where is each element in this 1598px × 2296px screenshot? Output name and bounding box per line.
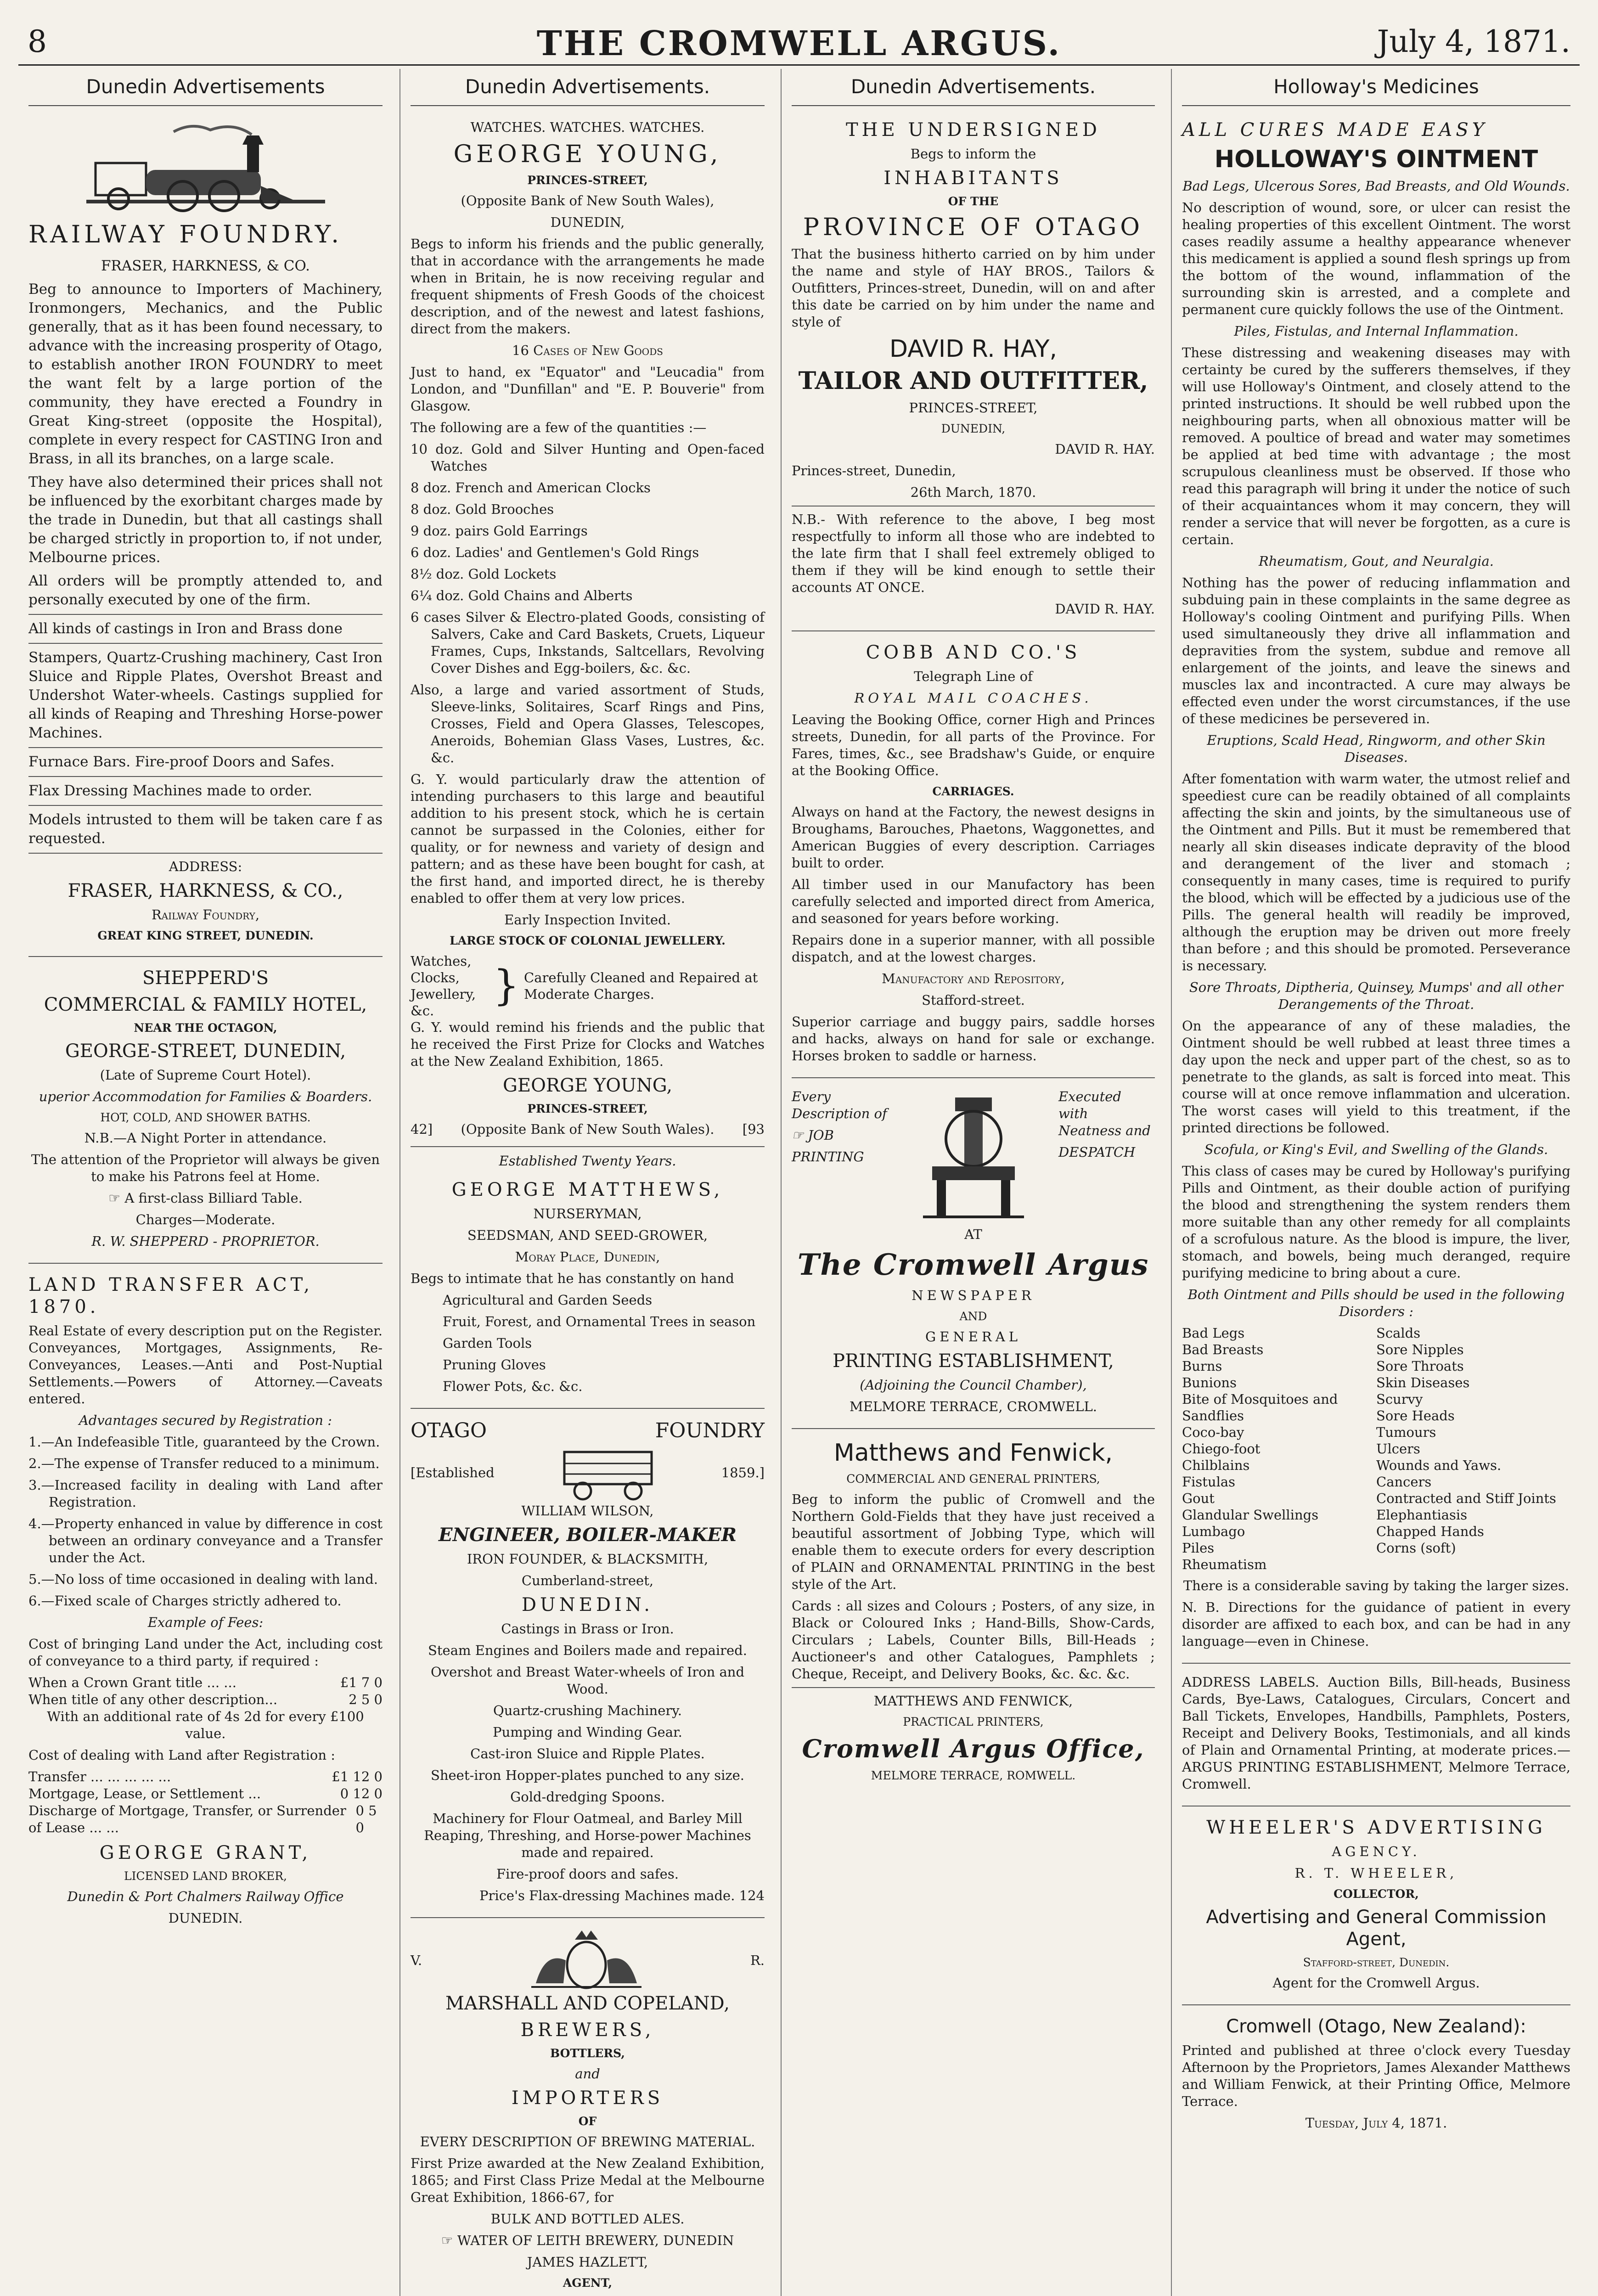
george-matthews-ad (411, 1174, 765, 1409)
new-goods-heading: 16 Cases of New Goods (512, 343, 663, 358)
stock-item: 8 doz. French and American Clocks (411, 480, 651, 495)
every-description: Every Description of (792, 1089, 887, 1121)
broker-office: Dunedin & Port Chalmers Railway Office (67, 1889, 344, 1904)
foundry-paragraph-7: Flax Dressing Machines made to order. (28, 782, 313, 799)
foundry-item: Overshot and Breast Water-wheels of Iron and Wood. (430, 1664, 745, 1697)
disorder-item: Wounds and Yaws. (1376, 1458, 1502, 1473)
george-young-ad (411, 114, 765, 1147)
disorder-item: Ulcers (1376, 1441, 1420, 1457)
brewer-name: MARSHALL AND COPELAND, (445, 1993, 730, 2014)
foundry-owner: WILLIAM WILSON, (521, 1503, 654, 1519)
hotel-proprietor: R. W. SHEPPERD - PROPRIETOR. (91, 1233, 320, 1249)
printing-press-icon (905, 1088, 1042, 1226)
holloway-ad (1182, 114, 1570, 1664)
stock-item: 8 doz. Gold Brooches (411, 501, 554, 517)
stock-item: 9 doz. pairs Gold Earrings (411, 523, 588, 539)
printers-paragraph-1: Beg to inform the public of Cromwell and the Northern Gold-Fields that they have just received a beautiful assortment of Jobbing Type, which will enable them to execute orders for every description of PLAIN and ORNAMENTAL PRINTING in the best style of the Art. (792, 1491, 1155, 1592)
disorders-right (1376, 1325, 1570, 1573)
fees-intro: Cost of bringing Land under the Act, including cost of conveyance to a third party, if required : (28, 1636, 383, 1669)
hotel-owner: SHEPPERD'S (142, 968, 269, 989)
cobb-paragraph-2: Always on hand at the Factory, the newest designs in Broughams, Barouches, Phaetons, Waggonettes, and American Buggies of every description. Carriages built to order. (792, 804, 1155, 871)
cobb-co-ad (792, 637, 1155, 1078)
holloway-paragraph-3: Nothing has the power of reducing inflammation and subduing pain in these complaints in the same degree as Holloway's cooling Ointment and purifying Pills. When used simultaneously they drive all inflammation and depravities from the system, subdue and remove all enlargement of the joints, and leave the sinews and muscles lax and incontracted. A cure may always be effected even under the worst circumstances, if the use of these medicines be persevered in. (1182, 575, 1570, 726)
wheeler-agent-line: Advertising and General Commission Agent, (1206, 1907, 1547, 1950)
printers-address: MELMORE TERRACE, ROMWELL. (871, 1769, 1076, 1782)
argus-l4: PRINTING ESTABLISHMENT, (833, 1351, 1114, 1372)
foundry-paragraph-3: All orders will be promptly attended to, and personally executed by one of the firm. (28, 573, 383, 608)
jeweller-signature: GEORGE YOUNG, (502, 1075, 673, 1096)
disorder-item: Chiego-foot (1182, 1441, 1260, 1457)
nurseryman-name: GEORGE MATTHEWS, (451, 1179, 724, 1200)
royal-crest-icon (518, 1928, 655, 1992)
wheeler-name: R. T. WHEELER, (1294, 1865, 1458, 1881)
cobb-paragraph-5: Superior carriage and buggy pairs, saddle horses and hacks, always on hand for sale or exchange. Horses broken to saddle or harness. (792, 1014, 1155, 1064)
brewer-l1: BREWERS, (520, 2020, 655, 2041)
argus-l5: (Adjoining the Council Chamber), (860, 1377, 1087, 1393)
hotel-billiard: A first-class Billiard Table. (124, 1190, 303, 1206)
brewer-prize: First Prize awarded at the New Zealand Exhibition, 1865; and First Class Prize Medal at the Melbourne Great Exhibition, 1866-67, for (411, 2155, 765, 2205)
fees-intro-2: Cost of dealing with Land after Registration : (28, 1747, 335, 1763)
otago-foundry-ad (411, 1414, 765, 1918)
tailor-trade: TAILOR AND OUTFITTER, (798, 367, 1148, 395)
hay-undersigned: THE UNDERSIGNED (846, 119, 1101, 141)
holloway-subhead-4: Eruptions, Scald Head, Ringworm, and other Skin Diseases. (1207, 732, 1546, 765)
disorder-item: Piles (1182, 1540, 1215, 1556)
disorder-item: Scalds (1376, 1325, 1421, 1341)
foundry-paragraph-6: Furnace Bars. Fire-proof Doors and Safes. (28, 754, 335, 770)
cobb-paragraph-3: All timber used in our Manufactory has been carefully selected and imported direct from America, and seasoned for years before working. (792, 877, 1155, 926)
early-inspection: Early Inspection Invited. (504, 912, 671, 928)
advantages-heading: Advantages secured by Registration : (79, 1412, 332, 1428)
jeweller-paragraph-1: Begs to inform his friends and the public generally, that in accordance with the arrangements he made when in Britain, he is now receiving regular and frequent shipments of Fresh Goods of the choicest description, and of the newest and latest fashions, direct from the makers. (411, 236, 765, 337)
nurseryman-role-1: NURSERYMAN, (533, 1206, 642, 1221)
tailor-city: DUNEDIN, (941, 422, 1006, 435)
hotel-porter: N.B.—A Night Porter in attendance. (84, 1130, 327, 1146)
stock-item: Also, a large and varied assortment of Studs, Sleeve-links, Solitaires, Scarf Rings and Pins, Crosses, Field and Opera Glasses, Telescopes, Aneroids, Bohemian Glass Vases, Lustres, &c. &c. (411, 682, 765, 765)
advantage-4: 4.—Property enhanced in value by difference in cost between an ordinary conveyance and a Transfer under the Act. (28, 1516, 383, 1565)
executed-with: Executed with Neatness and (1058, 1089, 1151, 1138)
column-4 (1171, 69, 1581, 2296)
disorders-list (1182, 1325, 1570, 1573)
fees-heading: Example of Fees: (147, 1615, 264, 1630)
pointing-hand-icon: ☞ (792, 1127, 808, 1143)
brewer-agent-role: AGENT, (563, 2276, 613, 2290)
foundry-street: Cumberland-street, (521, 1573, 654, 1588)
land-title: LAND TRANSFER ACT, 1870. (28, 1274, 314, 1317)
hotel-baths: HOT, COLD, AND SHOWER BATHS. (100, 1111, 311, 1124)
disorder-item: Tumours (1376, 1424, 1436, 1440)
colonial-jewellery: LARGE STOCK OF COLONIAL JEWELLERY. (450, 934, 726, 947)
jeweller-street: PRINCES-STREET, (527, 174, 648, 187)
disorder-item: Cancers (1376, 1474, 1432, 1490)
address-line-3: GREAT KING STREET, DUNEDIN. (97, 929, 314, 942)
hotel-street: GEORGE-STREET, DUNEDIN, (65, 1041, 346, 1062)
advantage-6: 6.—Fixed scale of Charges strictly adhered to. (28, 1593, 342, 1609)
printing-word: PRINTING (792, 1149, 864, 1165)
nurseryman-address: Moray Place, Dunedin, (515, 1249, 660, 1265)
argus-l1: NEWSPAPER (912, 1288, 1035, 1303)
wheeler-role: COLLECTOR, (1334, 1887, 1419, 1901)
tailor-signature: DAVID R. HAY. (1055, 441, 1155, 457)
advantage-5: 5.—No loss of time occasioned in dealing with land. (28, 1571, 378, 1587)
marshall-copeland-ad (411, 1924, 765, 2296)
brewer-l2: BOTTLERS, (550, 2047, 625, 2060)
disorder-item: Coco-bay (1182, 1424, 1244, 1440)
imprint-date: Tuesday, July 4, 1871. (1305, 2115, 1447, 2131)
disorder-item: Fistulas (1182, 1474, 1236, 1490)
printers-signature-2: PRACTICAL PRINTERS, (903, 1715, 1044, 1728)
disorders-left (1182, 1325, 1376, 1573)
column-2 (400, 69, 775, 2296)
column-1 (18, 69, 393, 2296)
column-heading: Dunedin Advertisements. (792, 69, 1155, 106)
address-line-1: FRASER, HARKNESS, & CO., (68, 880, 343, 901)
stock-item: 8½ doz. Gold Lockets (411, 566, 557, 582)
argus-office: Cromwell Argus Office, (802, 1734, 1145, 1763)
jeweller-sig-line: 42] (Opposite Bank of New South Wales). [93 (411, 1121, 765, 1137)
foundry-paragraph-8: Models intrusted to them will be taken care f as requested. (28, 811, 383, 847)
foundry-trade: ENGINEER, BOILER-MAKER (439, 1524, 737, 1546)
brewer-l4: IMPORTERS (511, 2088, 664, 2109)
disorder-item: Skin Diseases (1376, 1375, 1470, 1390)
cobb-paragraph-1: Leaving the Booking Office, corner High and Princes streets, Dunedin, for all parts of the Province. For Fares, times, &c., see Bradshaw's Guide, or enquire at the Booking Office. (792, 712, 1155, 778)
holloway-saving: There is a considerable saving by taking the larger sizes. (1183, 1578, 1570, 1593)
wheeler-agency-ad (1182, 1812, 1570, 2005)
disorder-item: Scurvy (1376, 1391, 1423, 1407)
disorder-item: Burns (1182, 1358, 1222, 1374)
quantities-heading: The following are a few of the quantities :— (411, 420, 707, 435)
address-labels-ad (1182, 1669, 1570, 1806)
foundry-item: Fire-proof doors and safes. (496, 1866, 679, 1882)
argus-l3: GENERAL (925, 1329, 1021, 1345)
holloway-subhead-1: Bad Legs, Ulcerous Sores, Bad Breasts, and Old Wounds. (1182, 178, 1570, 194)
nursery-item: Agricultural and Garden Seeds (443, 1292, 653, 1308)
foundry-item: Cast-iron Sluice and Ripple Plates. (470, 1746, 705, 1761)
jeweller-opposite: (Opposite Bank of New South Wales), (461, 193, 715, 208)
disorder-item: Chilblains (1182, 1458, 1250, 1473)
fee-row: Mortgage, Lease, or Settlement ... 0 12 0 (28, 1786, 383, 1801)
brewery-works: WATER OF LEITH BREWERY, DUNEDIN (457, 2233, 734, 2248)
wheeler-argus-agent: Agent for the Cromwell Argus. (1272, 1975, 1480, 1991)
imprint (1182, 2011, 1570, 2144)
brewer-l5: OF (578, 2115, 597, 2128)
fee-note: With an additional rate of 4s 2d for every £100 value. (47, 1709, 364, 1741)
hotel-accommodation: uperior Accommodation for Families & Boarders. (39, 1089, 372, 1104)
disorder-item: Lumbago (1182, 1524, 1245, 1539)
foundry-item: Sheet-iron Hopper-plates punched to any size. (430, 1767, 745, 1783)
disorder-item: Bite of Mosquitoes and Sandflies (1182, 1391, 1338, 1424)
hotel-name: COMMERCIAL & FAMILY HOTEL, (44, 994, 367, 1015)
page-number: 8 (28, 24, 47, 59)
carriages-heading: CARRIAGES. (932, 785, 1014, 798)
cobb-manufactory-2: Stafford-street. (922, 992, 1025, 1008)
foundry-paragraph-5: Stampers, Quartz-Crushing machinery, Cast Iron Sluice and Ripple Plates, Overshot Breast and Undershot Water-wheels. Castings supplied for all kinds of Reaping and Threshing Horse-power Machines. (28, 649, 383, 741)
tailor-nb: N.B.- With reference to the above, I beg most respectfully to inform all those who are indebted to the late firm that I shall feel extremely obliged to them if they will be kind enough to settle their accounts AT ONCE. (792, 512, 1155, 595)
foundry-item: Castings in Brass or Iron. (501, 1621, 674, 1637)
foundry-item: Gold-dredging Spoons. (510, 1789, 665, 1805)
hay-begs: Begs to inform the (910, 146, 1036, 162)
imprint-paragraph: Printed and published at three o'clock every Tuesday Afternoon by the Proprietors, James Alexander Matthews and William Fenwick, at their Printing Office, Melmore Terrace. (1182, 2043, 1570, 2109)
broker-role: LICENSED LAND BROKER, (124, 1869, 287, 1883)
fee-row: When title of any other description... 2 5 0 (28, 1692, 383, 1707)
tailor-name: DAVID R. HAY, (889, 335, 1058, 363)
cobb-paragraph-4: Repairs done in a superior manner, with all possible dispatch, and at the lowest charges. (792, 932, 1155, 965)
foundry-city: DUNEDIN. (521, 1594, 653, 1615)
disorder-item: Sore Heads (1376, 1408, 1455, 1424)
holloway-subhead-3: Rheumatism, Gout, and Neuralgia. (1258, 553, 1494, 569)
stock-item: 10 doz. Gold and Silver Hunting and Open-faced Watches (411, 441, 765, 474)
brewer-ales: BULK AND BOTTLED ALES. (490, 2211, 685, 2227)
hay-paragraph: That the business hitherto carried on by him under the name and style of HAY BROS., Tailors & Outfitters, Princes-street, Dunedin, will on and after this date be carried on by him under the name and style of (792, 246, 1155, 330)
foundry-item: Steam Engines and Boilers made and repaired. (428, 1643, 747, 1658)
wheeler-sub: AGENCY. (1332, 1844, 1421, 1859)
foundry-paragraph-2: They have also determined their prices shall not be influenced by the exorbitant charges made by the trade in Dunedin, but that all castings shall be charged strictly in proportion to, if not under, Melbourne prices. (28, 474, 383, 566)
crest-v: V. (411, 1952, 422, 1968)
shepperd-hotel-ad (28, 962, 383, 1264)
holloway-subhead-6: Scofula, or King's Evil, and Swelling of the Glands. (1204, 1142, 1548, 1157)
address-label: ADDRESS: (169, 859, 242, 874)
wheeler-title: WHEELER'S ADVERTISING (1206, 1817, 1546, 1838)
holloway-nb: N. B. Directions for the guidance of patient in every disorder are affixed to each box, and can be had in any language—even in Chinese. (1182, 1599, 1570, 1649)
argus-name: The Cromwell Argus (797, 1248, 1149, 1282)
hotel-charges: Charges—Moderate. (135, 1212, 276, 1227)
nurseryman-role-2: SEEDSMAN, AND SEED-GROWER, (467, 1227, 708, 1243)
land-transfer-ad (28, 1269, 383, 1940)
printers-title: Matthews and Fenwick, (833, 1439, 1113, 1467)
jeweller-paragraph-2: Just to hand, ex "Equator" and "Leucadia" from London, and "Dunfillan" and "E. P. Bouverie" from Glasgow. (411, 364, 765, 414)
broker-name: GEORGE GRANT, (99, 1842, 312, 1863)
jeweller-paragraph-4: G. Y. would remind his friends and the public that he received the First Prize for Clocks and Watches at the New Zealand Exhibition, 1865. (411, 1019, 765, 1069)
cobb-sub: Telegraph Line of (914, 669, 1033, 684)
hotel-former: (Late of Supreme Court Hotel). (100, 1067, 311, 1083)
jeweller-city: DUNEDIN, (550, 214, 625, 230)
brewer-l6: EVERY DESCRIPTION OF BREWING MATERIAL. (420, 2134, 755, 2150)
crest-r: R. (750, 1952, 765, 1968)
holloway-subhead-2: Piles, Fistulas, and Internal Inflammation. (1234, 323, 1519, 339)
disorder-item: Bad Legs (1182, 1325, 1245, 1341)
hay-inhabitants: INHABITANTS (883, 168, 1063, 189)
foundry-paragraph-4: All kinds of castings in Iron and Brass done (28, 620, 343, 637)
firm-name: FRASER, HARKNESS, & CO. (101, 258, 310, 274)
fee-row: When a Crown Grant title ... ... £1 7 0 (28, 1675, 383, 1690)
tailor-date: 26th March, 1870. (910, 484, 1036, 500)
jeweller-name: GEORGE YOUNG, (453, 141, 722, 168)
tailor-street: PRINCES-STREET, (909, 400, 1038, 416)
advantage-1: 1.—An Indefeasible Title, guaranteed by the Crown. (28, 1434, 380, 1450)
advantage-2: 2.—The expense of Transfer reduced to a minimum. (28, 1456, 380, 1471)
stock-item: 6¼ doz. Gold Chains and Alberts (411, 588, 633, 603)
labels-paragraph: ADDRESS LABELS. Auction Bills, Bill-heads, Business Cards, Bye-Laws, Catalogues, Circulars, Concert and Ball Tickets, Envelopes, Handbills, Pamphlets, Posters, Receipt and Delivery Books, Testimonials, and all kinds of Plain and Ornamental Printing, at moderate prices.—ARGUS PRINTING ESTABLISHMENT, Melmore Terrace, Cromwell. (1182, 1674, 1570, 1792)
nursery-item: Flower Pots, &c. &c. (443, 1379, 583, 1394)
newspaper-title: THE CROMWELL ARGUS. (536, 24, 1062, 63)
nursery-item: Garden Tools (443, 1335, 532, 1351)
disorder-item: Gout (1182, 1491, 1215, 1506)
foundry-paragraph-1: Beg to announce to Importers of Machinery, Ironmongers, Mechanics, and the Public generally, that as it has been found necessary, to advance with the increasing prosperity of Otago, to establish another IRON FOUNDRY to meet the want felt by a large portion of the community, they have erected a Foundry in Great King-street (opposite the Hospital), complete in every respect for CASTING Iron and Brass, in all its branches, on a large scale. (28, 281, 383, 467)
address-line-2: Railway Foundry, (151, 907, 260, 923)
cobb-sub-2: ROYAL MAIL COACHES. (854, 690, 1092, 706)
hay-province: PROVINCE OF OTAGO (803, 214, 1144, 241)
argus-at: AT (964, 1227, 982, 1242)
masthead (18, 14, 1580, 66)
disorder-item: Bunions (1182, 1375, 1237, 1390)
tailor-signature-2: DAVID R. HAY. (1055, 601, 1155, 617)
column-3 (781, 69, 1165, 2296)
foundry-item: Price's Flax-dressing Machines made. 124 (479, 1888, 765, 1903)
nurseryman-paragraph: Begs to intimate that he has constantly on hand (411, 1271, 734, 1286)
established-left: [Established (411, 1464, 495, 1480)
disorder-item: Sore Throats (1376, 1358, 1464, 1374)
disorder-item: Elephantiasis (1376, 1507, 1468, 1523)
disorder-item: Bad Breasts (1182, 1342, 1264, 1357)
foundry-item: Machinery for Flour Oatmeal, and Barley Mill Reaping, Threshing, and Horse-power Machines made and repaired. (424, 1811, 751, 1860)
watches-banner: WATCHES. WATCHES. WATCHES. (470, 119, 705, 135)
railway-foundry-title: RAILWAY FOUNDRY. (28, 221, 343, 248)
printers-signature: MATTHEWS AND FENWICK, (873, 1693, 1073, 1709)
disorder-item: Chapped Hands (1376, 1524, 1484, 1539)
railway-foundry-ad (28, 114, 383, 957)
repair-brace: Watches, Clocks, Jewellery, &c. } Carefully Cleaned and Repaired at Moderate Charges. (411, 953, 758, 1019)
holloway-paragraph-6: This class of cases may be cured by Holloway's purifying Pills and Ointment, as their double action of purifying the blood and strengthening the system renders them more suitable than any other remedy for all complaints of a scrofulous nature. As the blood is impure, the liver, stomach, and bowels, being much deranged, require purifying medicine to bring about a cure. (1182, 1163, 1570, 1281)
broker-town: DUNEDIN. (168, 1910, 243, 1926)
argus-l6: MELMORE TERRACE, CROMWELL. (850, 1399, 1097, 1414)
stock-item: 6 cases Silver & Electro-plated Goods, consisting of Salvers, Cake and Card Baskets, Cruets, Liqueur Frames, Cups, Inkstands, Saltcellars, Revolving Cover Dishes and Egg-boilers, &c. &c. (411, 609, 765, 676)
pointing-hand-icon: ☞ (108, 1190, 125, 1206)
hay-of-the: OF THE (948, 195, 999, 208)
argus-printing-ad (792, 1084, 1155, 1429)
established-right: 1859.] (721, 1464, 765, 1480)
issue-date: July 4, 1871. (1377, 24, 1570, 59)
foundry-item: Quartz-crushing Machinery. (493, 1703, 682, 1718)
advantage-3: 3.—Increased facility in dealing with Land after Registration. (28, 1477, 383, 1510)
column-heading: Dunedin Advertisements. (411, 69, 765, 106)
cobb-manufactory: Manufactory and Repository, (882, 971, 1065, 986)
printers-sub: COMMERCIAL AND GENERAL PRINTERS, (846, 1472, 1100, 1486)
nursery-item: Pruning Gloves (443, 1357, 546, 1373)
holloway-paragraph-2: These distressing and weakening diseases may with certainty be cured by the sufferers themselves, if they will use Holloway's Ointment, and closely attend to the printed instructions. It should be well rubbed upon the neighbouring parts, when all obnoxious matter will be removed. A poultice of bread and water may sometimes be applied at bed time with advantage ; the most scrupulous cleanliness must be observed. If those who read this paragraph will bring it under the notice of such of their acquaintances whom it may concern, they will render a service that will never be forgotten, as a cure is certain. (1182, 345, 1570, 547)
column-heading: Dunedin Advertisements (28, 69, 383, 106)
holloway-ointment: HOLLOWAY'S OINTMENT (1214, 146, 1538, 173)
hotel-location: NEAR THE OCTAGON, (134, 1021, 277, 1035)
foundry-word: FOUNDRY (655, 1419, 765, 1442)
column-heading: Holloway's Medicines (1182, 69, 1570, 106)
fee-row: Transfer ... ... ... ... ... £1 12 0 (28, 1769, 383, 1784)
land-intro: Real Estate of every description put on the Register. Conveyances, Mortgages, Assignments, Re-Conveyances, Leases.—Anti and Post-Nuptial Settlements.—Powers of Attorney.—Caveats entered. (28, 1323, 383, 1407)
printers-paragraph-2: Cards : all sizes and Colours ; Posters, of any size, in Black or Coloured Inks ; Hand-Bills, Show-Cards, Circulars ; Labels, Counter Bills, Bill-Heads ; Auctioneer's and other Catalogues, Pamphlets ; Cheque, Receipt, and Delivery Books, &c. &c. &c. (792, 1598, 1155, 1682)
disorder-item: Corns (soft) (1376, 1540, 1456, 1556)
foundry-trade-2: IRON FOUNDER, & BLACKSMITH, (467, 1551, 709, 1567)
locomotive-icon (77, 122, 334, 218)
holloway-subhead-7: Both Ointment and Pills should be used in the following Disorders : (1187, 1287, 1565, 1319)
imprint-title: Cromwell (Otago, New Zealand): (1226, 2016, 1526, 2037)
disorder-item: Sore Nipples (1376, 1342, 1464, 1357)
wagon-icon (555, 1443, 661, 1503)
cobb-title: COBB AND CO.'S (866, 642, 1081, 663)
disorder-item: Contracted and Stiff Joints (1376, 1491, 1556, 1506)
matthews-fenwick-ad (792, 1435, 1155, 1796)
job-word: JOB (808, 1127, 834, 1143)
disorder-item: Rheumatism (1182, 1557, 1267, 1572)
tailor-place: Princes-street, Dunedin, (792, 463, 956, 478)
brewer-l3: and (575, 2066, 600, 2082)
brewer-agent: JAMES HAZLETT, (527, 2254, 648, 2270)
jeweller-sig-street: PRINCES-STREET, (527, 1102, 648, 1115)
argus-l2: AND (959, 1310, 987, 1323)
holloway-paragraph-4: After fomentation with warm water, the utmost relief and speediest cure can be readily obtained of all complaints affecting the skin and joints, by the simultaneous use of the Ointment and Pills. But it must be remembered that nearly all skin diseases indicate depravity of the blood and derangement of the liver and stomach ; consequently in many cases, time is required to purify the blood, which will be effected by a judicious use of the Pills. The general health will readily be improved, although the eruption may be driven out more freely than before ; and this should be promoted. Perseverance is necessary. (1182, 771, 1570, 974)
cures-made-easy: ALL CURES MADE EASY (1182, 119, 1488, 141)
jeweller-paragraph-3: G. Y. would particularly draw the attention of intending purchasers to this large and beautiful addition to his present stock, which he is certain cannot be surpassed in the Colonies, either for quality, or for newness and variety of design and pattern; and as these have been bought for cash, at the first hand, and imported direct, he is thereby enabled to offer them at very low prices. (411, 771, 765, 906)
fee-row: Discharge of Mortgage, Transfer, or Surrender of Lease ... ... 0 5 0 (28, 1803, 377, 1835)
otago-word: OTAGO (411, 1419, 487, 1442)
holloway-paragraph-1: No description of wound, sore, or ulcer can resist the healing properties of this excellent Ointment. The worst cases readily assume a healthy appearance whenever this medicament is applied a sound flesh springs up from the bottom of the wound, inflammation of the surrounding skin is arrested, and a complete and permanent cure quickly follows the use of the Ointment. (1182, 200, 1570, 317)
nursery-item: Fruit, Forest, and Ornamental Trees in season (443, 1314, 756, 1329)
david-hay-ad (792, 114, 1155, 631)
holloway-subhead-5: Sore Throats, Diptheria, Quinsey, Mumps' and all other Derangements of the Throat. (1189, 979, 1564, 1012)
holloway-paragraph-5: On the appearance of any of these maladies, the Ointment should be well rubbed at least three times a day upon the neck and upper part of the chest, so as to penetrate to the glands, as salt is forced into meat. This course will at once remove inflammation and ulceration. The worst cases will yield to this treatment, if the printed directions be followed. (1182, 1018, 1570, 1136)
pointing-hand-icon: ☞ (441, 2233, 457, 2248)
despatch-word: DESPATCH (1058, 1144, 1136, 1160)
foundry-item: Pumping and Winding Gear. (493, 1724, 682, 1740)
established-line: Established Twenty Years. (499, 1153, 676, 1169)
stock-item: 6 doz. Ladies' and Gentlemen's Gold Rings (411, 545, 699, 560)
disorder-item: Glandular Swellings (1182, 1507, 1319, 1523)
wheeler-address: Stafford-street, Dunedin. (1303, 1956, 1450, 1969)
hotel-attention: The attention of the Proprietor will always be given to make his Patrons feel at Home. (31, 1152, 380, 1184)
